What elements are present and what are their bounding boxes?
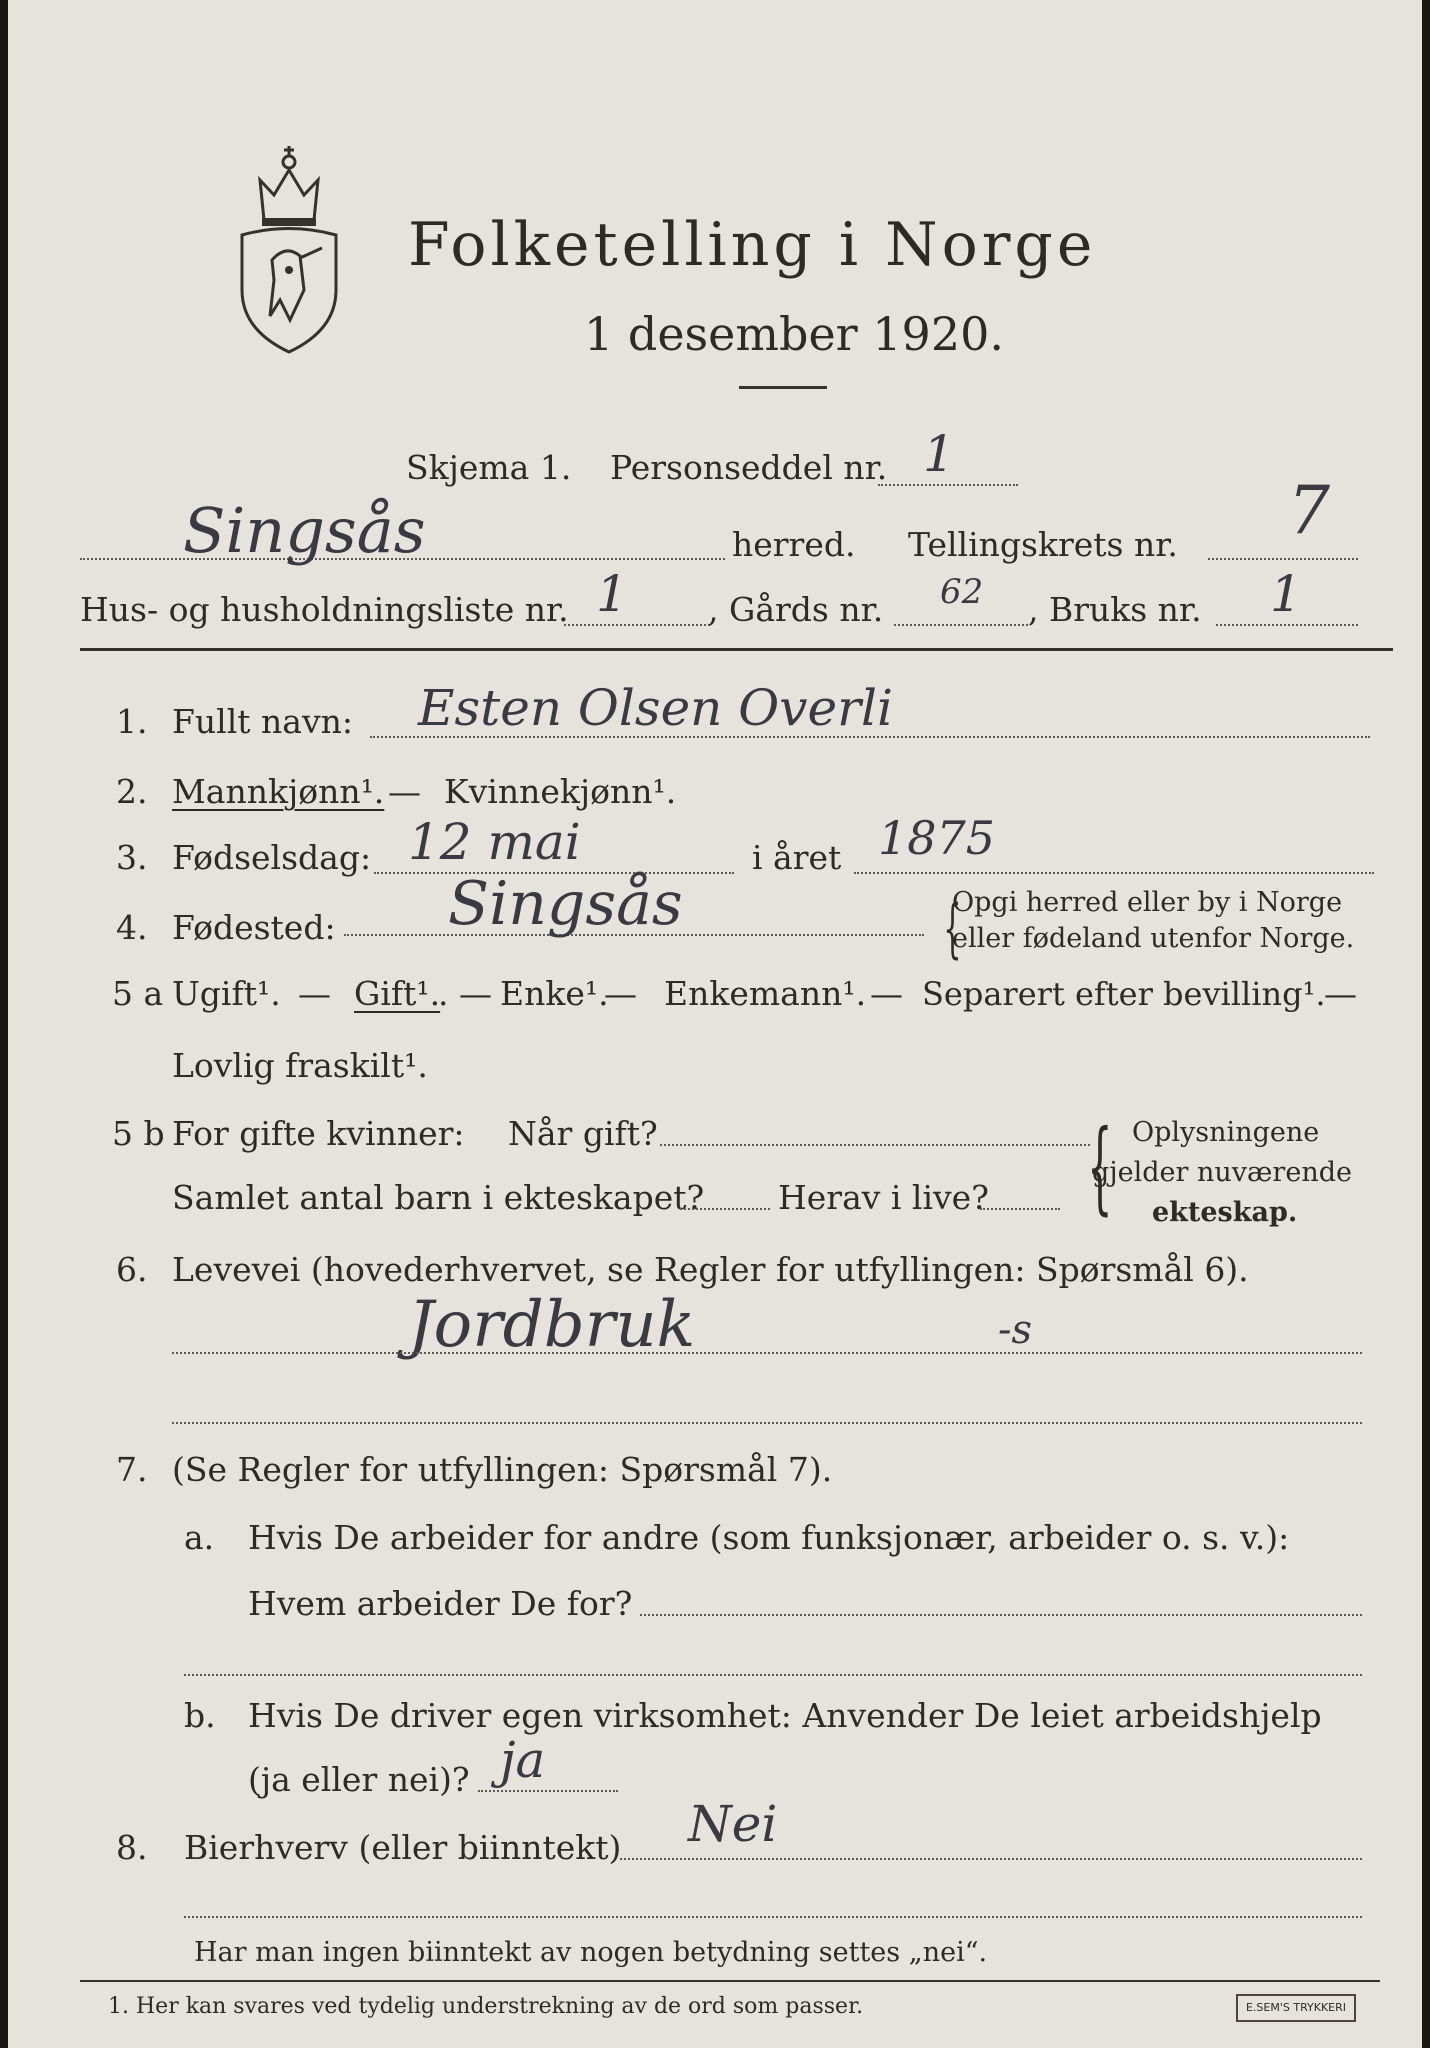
side-income-value: Nei xyxy=(688,1795,778,1853)
q5a-dash5: — xyxy=(1324,974,1357,1013)
q1-number: 1. xyxy=(116,702,148,741)
q7a-letter: a. xyxy=(184,1518,215,1557)
footer-rule xyxy=(80,1980,1380,1982)
q5b-label3: Samlet antal barn i ekteskapet? xyxy=(172,1178,705,1217)
q1-label: Fullt navn: xyxy=(172,702,353,741)
q4-note-line1: Opgi herred eller by i Norge xyxy=(952,887,1343,918)
occupation-value: Jordbruk xyxy=(408,1288,696,1362)
title-divider xyxy=(739,386,827,389)
husholdning-label: Hus- og husholdningsliste nr. xyxy=(80,590,569,629)
gift-option: Gift¹. xyxy=(354,974,441,1013)
birthplace-value: Singsås xyxy=(448,869,683,939)
q5b-number: 5 b xyxy=(112,1114,165,1153)
q8-label: Bierhverv (eller biinntekt) xyxy=(184,1828,622,1867)
printer-stamp: E.SEM'S TRYKKERI xyxy=(1236,1994,1356,2022)
employer-line xyxy=(640,1614,1362,1616)
form-title: Folketelling i Norge xyxy=(408,210,1097,280)
fraskilt-option: Lovlig fraskilt¹. xyxy=(172,1046,428,1085)
occupation-line2 xyxy=(172,1422,1362,1424)
q2-number: 2. xyxy=(116,772,148,811)
q5b-label4: Herav i live? xyxy=(778,1178,989,1217)
gards-label: , Gårds nr. xyxy=(708,590,884,629)
q5a-number: 5 a xyxy=(112,974,164,1013)
birth-year-value: 1875 xyxy=(878,811,996,865)
skjema-label: Skjema 1. xyxy=(406,448,572,487)
footer-note: Har man ingen biinntekt av nogen betydning settes „nei“. xyxy=(194,1937,988,1968)
tellingskrets-line xyxy=(1208,558,1358,560)
q3-number: 3. xyxy=(116,838,148,877)
q4-label: Fødested: xyxy=(172,908,336,947)
herred-value: Singsås xyxy=(183,494,426,567)
children-count-line xyxy=(680,1208,770,1210)
q5b-note-line1: Oplysningene xyxy=(1132,1117,1320,1148)
q7-label: (Se Regler for utfyllingen: Spørsmål 7). xyxy=(172,1450,833,1489)
bruks-value: 1 xyxy=(1270,565,1302,623)
bruks-line xyxy=(1216,624,1358,626)
occupation-mark: -s xyxy=(998,1307,1033,1353)
q4-brace: { xyxy=(943,892,962,966)
q7b-text1: Hvis De driver egen virksomhet: Anvender De leiet arbeidshjelp xyxy=(248,1696,1322,1735)
q7-number: 7. xyxy=(116,1450,148,1489)
q5a-dash4: — xyxy=(870,974,903,1013)
q7b-text2: (ja eller nei)? xyxy=(248,1760,470,1799)
q7b-letter: b. xyxy=(184,1696,216,1735)
occupation-line1 xyxy=(172,1352,1362,1354)
q4-number: 4. xyxy=(116,908,148,947)
husholdning-line xyxy=(564,624,710,626)
census-form xyxy=(8,0,1422,2048)
q2-dash: — xyxy=(388,772,421,811)
side-income-line xyxy=(620,1858,1362,1860)
gards-line xyxy=(894,624,1028,626)
enke-option: Enke¹. xyxy=(500,974,609,1013)
ugift-option: Ugift¹. xyxy=(172,974,281,1013)
q3-label: Fødselsdag: xyxy=(172,838,372,877)
q5b-note-line3: ekteskap. xyxy=(1152,1197,1298,1228)
q5a-dash3: — xyxy=(604,974,637,1013)
married-when-line xyxy=(660,1144,1090,1146)
birthday-value: 12 mai xyxy=(408,813,581,871)
footnote: 1. Her kan svares ved tydelig understrekning av de ord som passer. xyxy=(108,1994,864,2019)
q6-label: Levevei (hovederhvervet, se Regler for utfyllingen: Spørsmål 6). xyxy=(172,1250,1249,1289)
q7a-text2: Hvem arbeider De for? xyxy=(248,1584,633,1623)
q5b-note-line2: gjelder nuværende xyxy=(1092,1157,1352,1188)
bruks-label: , Bruks nr. xyxy=(1028,590,1202,629)
personseddel-label: Personseddel nr. xyxy=(610,448,888,487)
full-name-value: Esten Olsen Overli xyxy=(418,679,893,737)
children-alive-line xyxy=(980,1208,1060,1210)
tellingskrets-value: 7 xyxy=(1288,472,1330,549)
mannkjonn-option: Mannkjønn¹. xyxy=(172,772,385,811)
birth-year-line xyxy=(854,872,1374,874)
hired-help-line xyxy=(478,1790,618,1792)
hired-help-value: ja xyxy=(500,1731,546,1789)
separert-option: Separert efter bevilling¹. xyxy=(922,975,1326,1013)
q3-year-label: i året xyxy=(752,838,842,877)
personseddel-value: 1 xyxy=(923,425,955,483)
gards-value: 62 xyxy=(940,572,984,612)
q7a-text1: Hvis De arbeider for andre (som funksjonær, arbeider o. s. v.): xyxy=(248,1518,1290,1557)
q5b-label1: For gifte kvinner: xyxy=(172,1114,465,1153)
tellingskrets-label: Tellingskrets nr. xyxy=(908,525,1178,564)
herred-label: herred. xyxy=(732,525,856,564)
husholdning-value: 1 xyxy=(596,565,628,623)
personseddel-line xyxy=(878,484,1018,486)
q5a-dash1: — xyxy=(298,974,331,1013)
census-date: 1 desember 1920. xyxy=(584,307,1004,361)
q5a-dash2: . — xyxy=(438,974,492,1013)
q8-number: 8. xyxy=(116,1828,148,1867)
side-income-line2 xyxy=(184,1916,1362,1918)
header-rule xyxy=(80,648,1393,651)
q6-number: 6. xyxy=(116,1250,148,1289)
enkemann-option: Enkemann¹. xyxy=(664,974,867,1013)
norwegian-coat-of-arms-icon xyxy=(234,140,344,355)
q4-note-line2: eller fødeland utenfor Norge. xyxy=(952,923,1355,954)
q5b-brace: { xyxy=(1087,1108,1113,1225)
kvinnekjonn-option: Kvinnekjønn¹. xyxy=(444,772,677,811)
q5b-label2: Når gift? xyxy=(508,1114,658,1153)
employer-line2 xyxy=(184,1674,1362,1676)
